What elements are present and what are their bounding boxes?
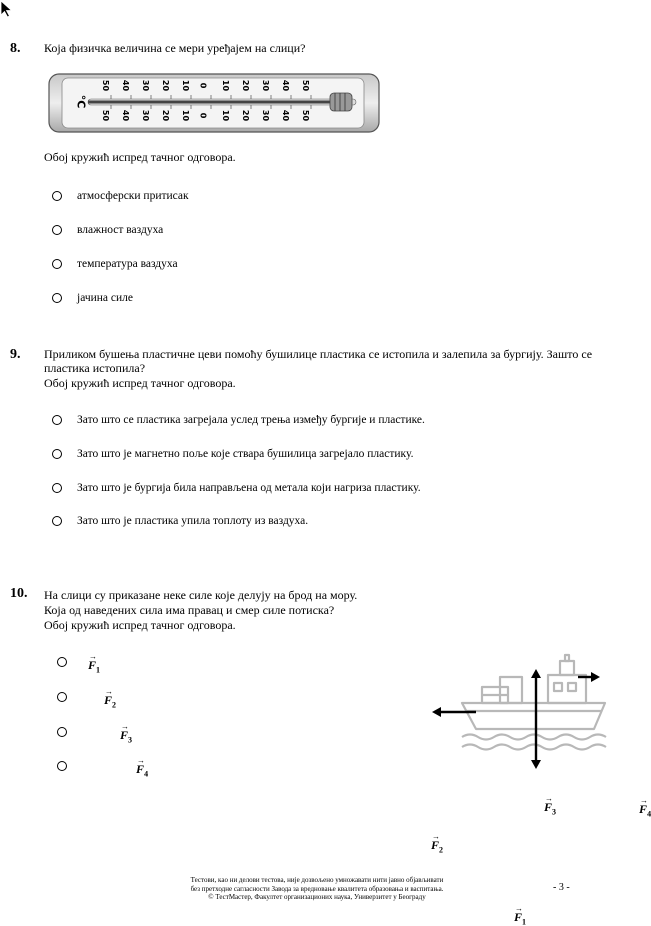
force-subscript: 2 [439, 845, 444, 855]
page-number: - 3 - [553, 882, 570, 893]
instruction-text-8: Обој кружић испред тачног одговора. [44, 150, 236, 164]
thermometer-scale-number: 50 [101, 79, 111, 92]
option-text-9-3: Зато што је бургија била направљена од метала који нагриза пластику. [77, 482, 421, 494]
thermometer-scale-number: 20 [241, 79, 251, 92]
question-text-9-line1: Приликом бушења пластичне цеви помоћу бушилице пластика се истопила и залепила за бургију. Зашто се [44, 347, 593, 361]
question-text-10-line2: Која од наведених сила има правац и смер силе потиска? [44, 603, 335, 617]
thermometer-scale-number: 20 [161, 79, 171, 92]
option-text-10-1: → $F_1$ [88, 652, 101, 675]
option-text-8-4: јачина силе [77, 292, 134, 304]
option-text-9-1: Зато што се пластика загрејала услед трења између бургије и пластике. [77, 414, 425, 426]
radio-option-9-4[interactable] [52, 516, 62, 526]
instruction-text-10: Обој кружић испред тачног одговора. [44, 618, 236, 632]
question-text-8: Која физичка величина се мери уређајем на слици? [44, 41, 306, 55]
force-symbol: F [120, 728, 129, 742]
radio-option-8-4[interactable] [52, 293, 62, 303]
thermometer-image [48, 73, 380, 133]
ship-forces-diagram [400, 645, 651, 926]
question-text-9-line2: пластика истопила? [44, 361, 146, 375]
question-number-9: 9. [10, 347, 21, 362]
force-symbol: F [136, 762, 145, 776]
diagram-label-f2: → $F_2$ [431, 832, 444, 855]
thermometer-scale-number: 40 [121, 79, 131, 92]
option-text-10-3: → $F_3$ [120, 722, 133, 745]
force-symbol: F [431, 838, 440, 852]
radio-option-8-2[interactable] [52, 225, 62, 235]
thermometer-scale-number: 0 [198, 82, 208, 89]
thermometer-scale-number: 10 [181, 79, 191, 92]
radio-option-8-3[interactable] [52, 259, 62, 269]
force-symbol: F [639, 802, 648, 816]
radio-option-10-4[interactable] [57, 761, 67, 771]
radio-option-9-2[interactable] [52, 449, 62, 459]
diagram-label-f4: → $F_4$ [639, 796, 651, 819]
option-text-10-4: → $F_4$ [136, 756, 149, 779]
force-symbol: F [104, 693, 113, 707]
option-text-10-2: → $F_2$ [104, 687, 117, 710]
force-subscript: 2 [112, 700, 117, 710]
option-text-8-3: температура ваздуха [77, 258, 178, 270]
force-subscript: 1 [522, 917, 527, 926]
radio-option-9-1[interactable] [52, 415, 62, 425]
thermometer-scale-number: 10 [221, 79, 231, 92]
thermometer-unit: °C [74, 94, 88, 109]
force-symbol: F [514, 910, 523, 924]
thermometer-scale-number: 10 [181, 109, 191, 122]
footer-line-3: © ТестМастер, Факултет организационих наука, Универзитет у Београду [208, 893, 426, 901]
instruction-text-9: Обој кружић испред тачног одговора. [44, 376, 236, 390]
thermometer-scale-number: 40 [281, 79, 291, 92]
thermometer-scale-number: 50 [301, 79, 311, 92]
force-subscript: 3 [128, 735, 133, 745]
thermometer-scale-number: 40 [281, 109, 291, 122]
force-subscript: 4 [144, 769, 149, 779]
radio-option-10-3[interactable] [57, 727, 67, 737]
thermometer-scale-number: 50 [101, 109, 111, 122]
diagram-label-f3: → $F_3$ [544, 794, 557, 817]
option-text-8-1: атмосферски притисак [77, 190, 189, 202]
thermometer-scale-number: 50 [301, 109, 311, 122]
thermometer-scale-bottom [100, 111, 330, 125]
option-text-8-2: влажност ваздуха [77, 224, 164, 236]
footer-notice [130, 876, 504, 902]
radio-option-10-2[interactable] [57, 692, 67, 702]
force-symbol: F [88, 658, 97, 672]
ship-illustration [400, 645, 620, 785]
footer-line-1: Тестови, као ни делови тестова, није дозвољено умножавати нити јавно објављивати [190, 876, 444, 884]
question-number-8: 8. [10, 41, 21, 56]
thermometer-scale-number: 40 [121, 109, 131, 122]
footer-line-2: без претходне сагласности Завода за вредновање квалитета образовања и васпитања. [190, 884, 444, 893]
thermometer-scale-number: 30 [261, 79, 271, 92]
diagram-label-f1: → $F_1$ [514, 904, 527, 926]
force-subscript: 1 [96, 665, 101, 675]
thermometer-scale-number: 20 [241, 109, 251, 122]
question-text-10-line1: На слици су приказане неке силе које делују на брод на мору. [44, 588, 358, 602]
mouse-cursor-icon [0, 0, 14, 18]
force-symbol: F [544, 800, 553, 814]
force-subscript: 4 [647, 809, 651, 819]
option-text-9-2: Зато што је магнетно поље које ствара бушилица загрејало пластику. [77, 448, 414, 460]
radio-option-10-1[interactable] [57, 657, 67, 667]
option-text-9-4: Зато што је пластика упила топлоту из ваздуха. [77, 515, 309, 527]
thermometer-scale-number: 20 [161, 109, 171, 122]
thermometer-scale-number: 30 [261, 109, 271, 122]
question-number-10: 10. [10, 586, 28, 601]
thermometer-scale-number: 0 [198, 112, 208, 119]
thermometer-scale-top [100, 81, 330, 95]
radio-option-8-1[interactable] [52, 191, 62, 201]
thermometer-scale-number: 30 [141, 79, 151, 92]
thermometer-scale-number: 10 [221, 109, 231, 122]
force-subscript: 3 [552, 807, 557, 817]
thermometer-scale-number: 30 [141, 109, 151, 122]
radio-option-9-3[interactable] [52, 483, 62, 493]
